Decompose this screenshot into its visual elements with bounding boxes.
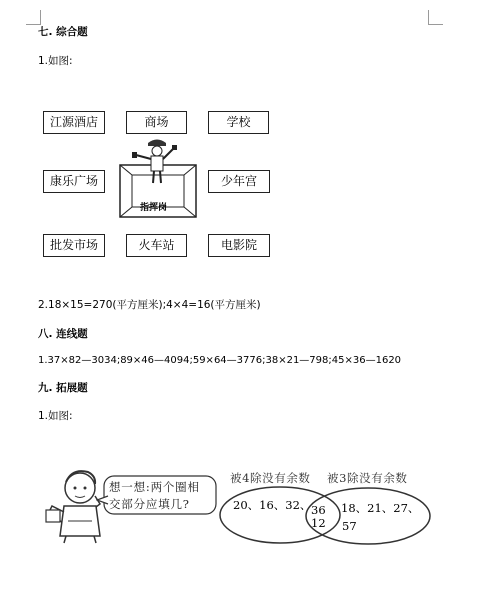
place-mid-right: 少年宫 xyxy=(208,170,270,193)
venn-label-right: 被3除没有余数 xyxy=(327,471,408,485)
place-bot-left: 批发市场 xyxy=(43,234,105,257)
section-9-heading: 九. 拓展题 xyxy=(38,382,88,394)
command-post-label: 指挥岗 xyxy=(140,203,168,213)
crop-mark-top-right xyxy=(428,10,443,25)
place-top-left: 江源酒店 xyxy=(43,111,105,134)
venn-left-numbers: 20、16、32、 xyxy=(233,498,312,512)
speech-line-1: 想一想:两个圈相 xyxy=(109,480,200,494)
place-top-mid: 商场 xyxy=(126,111,187,134)
crop-mark-top-left xyxy=(26,10,41,25)
section-9-question-1: 1.如图: xyxy=(38,410,73,422)
answer-2: 2.18×15=270(平方厘米);4×4=16(平方厘米) xyxy=(38,299,261,311)
venn-label-left: 被4除没有余数 xyxy=(230,471,311,485)
section-7-question-1: 1.如图: xyxy=(38,55,73,67)
venn-diagram xyxy=(218,484,438,548)
venn-right-numbers-top: 18、21、27、 xyxy=(341,501,420,515)
place-top-right: 学校 xyxy=(208,111,269,134)
section-7-heading: 七. 综合题 xyxy=(38,26,88,38)
venn-intersection-top: 36 xyxy=(311,503,326,517)
place-bot-mid: 火车站 xyxy=(126,234,187,257)
section-8-answer-line: 1.37×82—3034;89×46—4094;59×64—3776;38×21—798;45×36—1620 xyxy=(38,355,402,366)
section-8-heading: 八. 连线题 xyxy=(38,328,88,340)
speech-line-2: 交部分应填几? xyxy=(109,497,190,511)
venn-right-numbers-bottom: 57 xyxy=(342,519,357,533)
place-mid-left: 康乐广场 xyxy=(43,170,105,193)
venn-intersection-bottom: 12 xyxy=(311,516,326,530)
place-bot-right: 电影院 xyxy=(208,234,270,257)
